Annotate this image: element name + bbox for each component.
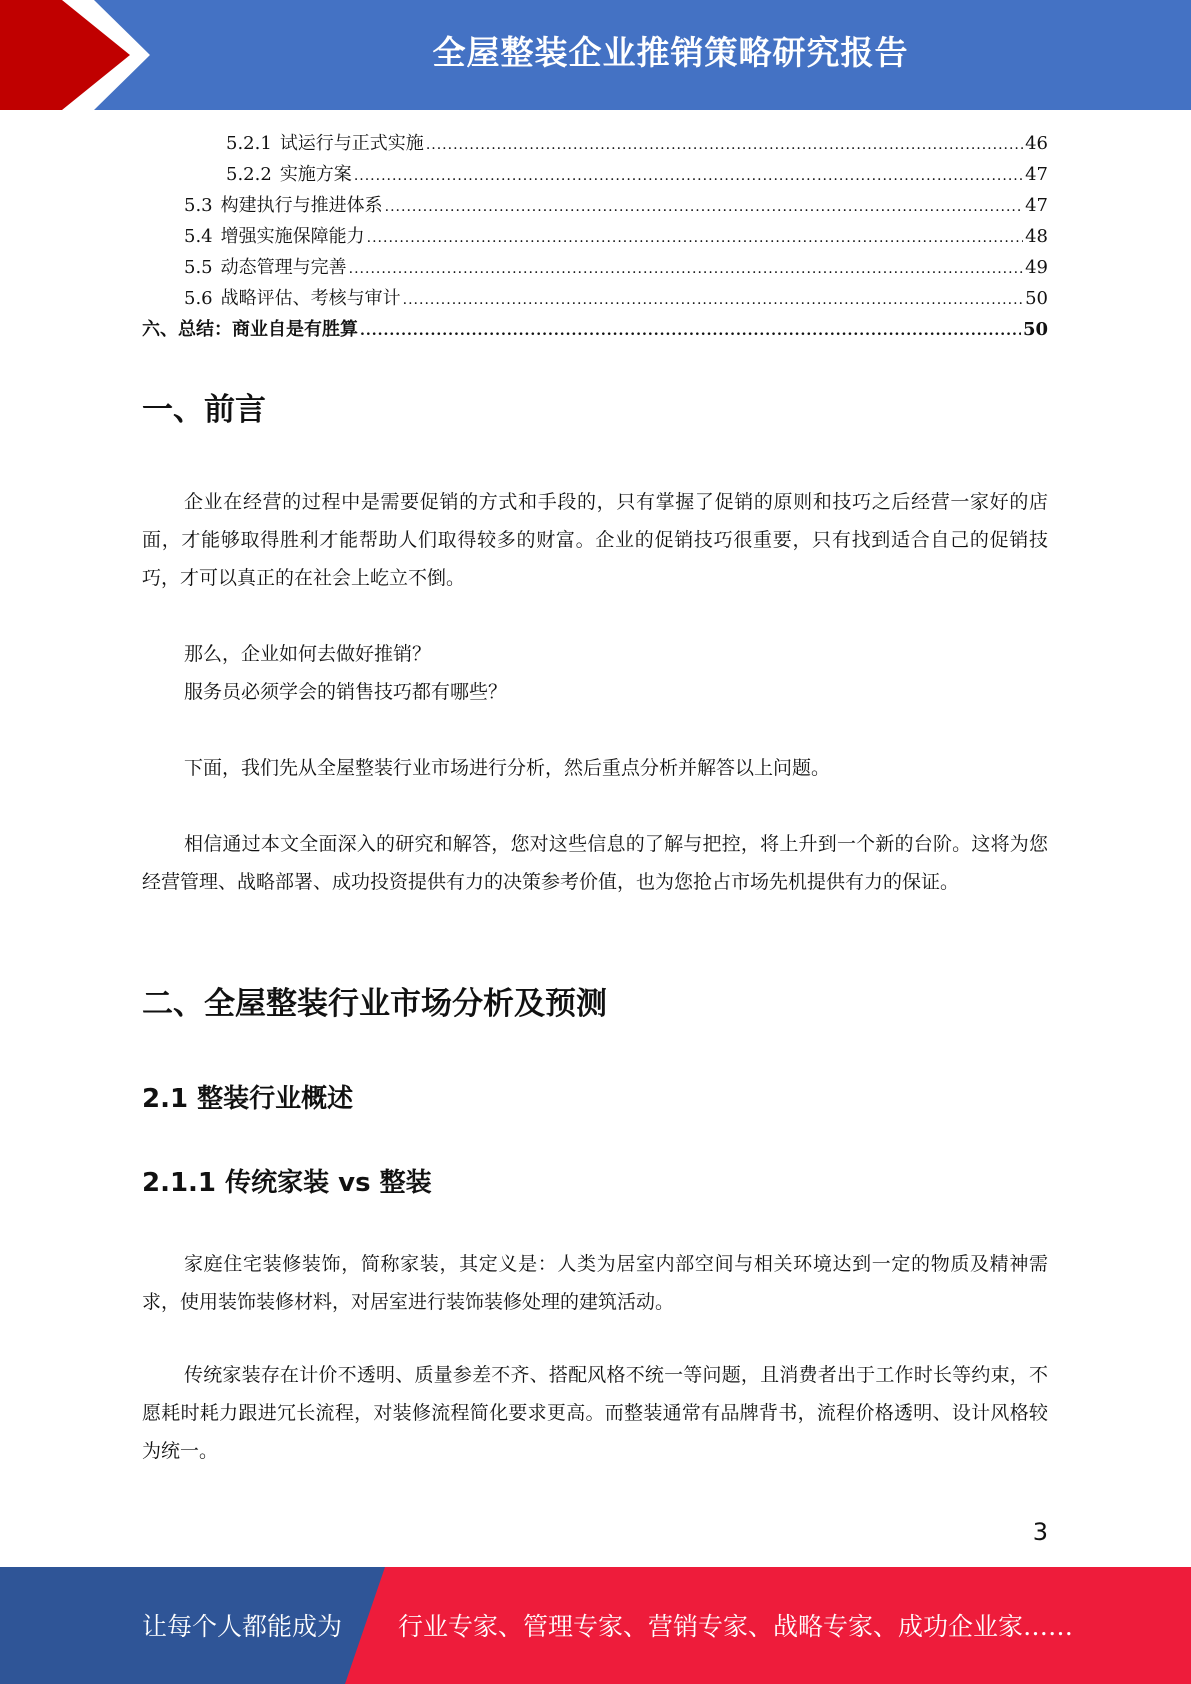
footer-slogan-right: 行业专家、管理专家、营销专家、战略专家、成功企业家…… bbox=[398, 1612, 1074, 1641]
toc-entry-title: 构建执行与推进体系 bbox=[220, 195, 383, 216]
toc-entry[interactable] bbox=[142, 314, 1048, 345]
toc-leader-dots bbox=[349, 254, 1023, 285]
toc-leader-dots bbox=[403, 285, 1023, 316]
footer-slogan-left: 让每个人都能成为 bbox=[142, 1612, 343, 1641]
toc-leader-dots bbox=[426, 130, 1023, 161]
subsection-heading-traditional-vs-whole: 2.1.1 传统家装 vs 整装 bbox=[142, 1168, 432, 1198]
toc-entry-title: 增强实施保障能力 bbox=[220, 226, 365, 247]
header-title: 全屋整装企业推销策略研究报告 bbox=[432, 33, 909, 72]
toc-entry-title: 实施方案 bbox=[279, 164, 352, 185]
toc-entry-number: 5.2.2 bbox=[226, 164, 272, 185]
toc-entry-title: 试运行与正式实施 bbox=[279, 133, 424, 154]
toc-entry-title: 动态管理与完善 bbox=[220, 257, 347, 278]
comparison-paragraph: 传统家装存在计价不透明、质量参差不齐、搭配风格不统一等问题，且消费者出于工作时长等约束，不愿耗时耗力跟进冗长流程，对装修流程简化要求更高。而整装通常有品牌背书，流程价格透明、设计风格较为统一。 bbox=[142, 1364, 1048, 1462]
table-of-contents bbox=[142, 128, 1048, 345]
preface-paragraph-3: 相信通过本文全面深入的研究和解答，您对这些信息的了解与把控，将上升到一个新的台阶。这将为您经营管理、战略部署、成功投资提供有力的决策参考价值，也为您抢占市场先机提供有力的保证。 bbox=[142, 833, 1048, 893]
toc-entry-title: 六、总结：商业自是有胜算 bbox=[142, 319, 358, 340]
toc-entry[interactable] bbox=[142, 128, 1048, 159]
preface-paragraph-1: 企业在经营的过程中是需要促销的方式和手段的，只有掌握了促销的原则和技巧之后经营一家好的店面，才能够取得胜利才能帮助人们取得较多的财富。企业的促销技巧很重要，只有找到适合自己的促销技巧，才可以真正的在社会上屹立不倒。 bbox=[142, 491, 1048, 589]
toc-leader-dots bbox=[360, 316, 1021, 347]
page-number: 3 bbox=[1032, 1518, 1048, 1546]
toc-entry-page: 47 bbox=[1025, 195, 1048, 216]
page-footer bbox=[0, 1567, 1191, 1684]
preface-question-1: 那么，企业如何去做好推销？ bbox=[184, 643, 432, 665]
toc-entry-page: 50 bbox=[1022, 319, 1048, 340]
toc-entry-page: 48 bbox=[1025, 226, 1048, 247]
toc-entry[interactable] bbox=[142, 190, 1048, 221]
toc-leader-dots bbox=[354, 161, 1023, 192]
toc-entry-number: 5.3 bbox=[184, 195, 213, 216]
preface-question-2: 服务员必须学会的销售技巧都有哪些？ bbox=[184, 681, 508, 703]
toc-entry-page: 50 bbox=[1025, 288, 1048, 309]
section-heading-market-analysis: 二、全屋整装行业市场分析及预测 bbox=[142, 986, 607, 1022]
toc-entry-number: 5.2.1 bbox=[226, 133, 272, 154]
toc-entry-number: 5.4 bbox=[184, 226, 213, 247]
toc-entry-number: 5.5 bbox=[184, 257, 213, 278]
toc-leader-dots bbox=[385, 192, 1023, 223]
preface-paragraph-2: 下面，我们先从全屋整装行业市场进行分析，然后重点分析并解答以上问题。 bbox=[184, 757, 831, 779]
section-heading-preface: 一、前言 bbox=[142, 392, 266, 428]
subsection-heading-industry-overview: 2.1 整装行业概述 bbox=[142, 1084, 354, 1114]
toc-entry[interactable] bbox=[142, 159, 1048, 190]
definition-paragraph: 家庭住宅装修装饰，简称家装，其定义是：人类为居室内部空间与相关环境达到一定的物质及精神需求，使用装饰装修材料，对居室进行装饰装修处理的建筑活动。 bbox=[142, 1253, 1048, 1313]
toc-leader-dots bbox=[367, 223, 1023, 254]
toc-entry-page: 49 bbox=[1025, 257, 1048, 278]
header-red-arrow bbox=[0, 0, 150, 110]
toc-entry-page: 46 bbox=[1025, 133, 1048, 154]
toc-entry[interactable] bbox=[142, 221, 1048, 252]
toc-entry-number: 5.6 bbox=[184, 288, 213, 309]
toc-entry-title: 战略评估、考核与审计 bbox=[220, 288, 401, 309]
toc-entry[interactable] bbox=[142, 283, 1048, 314]
toc-entry-page: 47 bbox=[1025, 164, 1048, 185]
page-header bbox=[0, 0, 1191, 110]
toc-entry[interactable] bbox=[142, 252, 1048, 283]
